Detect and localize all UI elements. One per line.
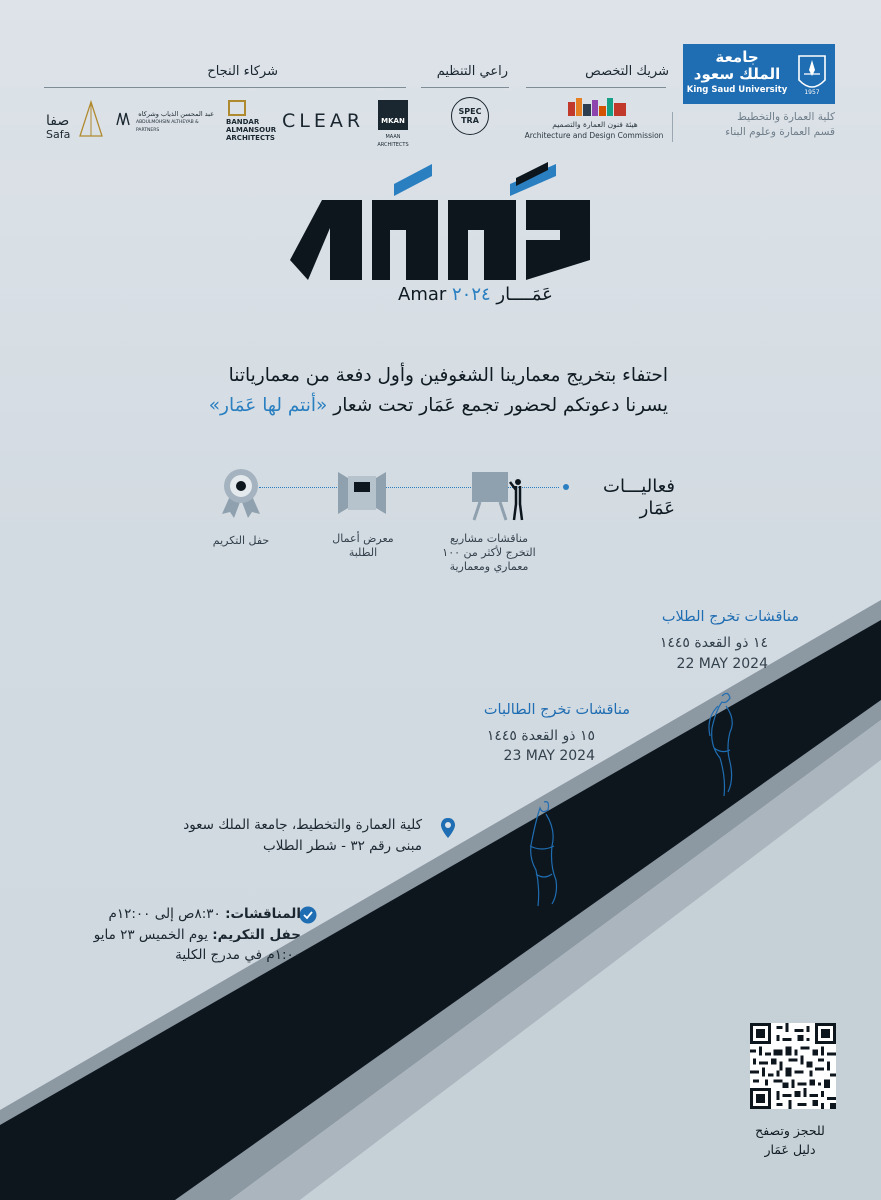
female-students-date-hijri: ١٥ ذو القعدة ١٤٤٥: [486, 728, 595, 744]
bandar-line2: ALMANSOUR: [226, 126, 277, 134]
logo-caption-year: ٢٠٢٤: [452, 284, 491, 305]
ksu-name-ar-line1: جامعة: [715, 48, 759, 66]
activity-discussions-line1: مناقشات مشاريع: [449, 532, 529, 545]
organizer-label: راعي التنظيم: [436, 64, 508, 79]
logo-caption-ar: عَمَــــار: [496, 284, 553, 305]
safa-name-en: Safa: [46, 128, 71, 141]
ksu-emblem-icon: [795, 50, 829, 98]
location-line-2: مبنى رقم ٣٢ - شطر الطلاب: [263, 838, 422, 854]
bandar-logo-icon: [228, 100, 246, 116]
spectra-line2: TRA: [461, 116, 479, 125]
activity-discussions-label: [434, 532, 544, 574]
discussions-time: ٨:٣٠ص إلى ١٢:٠٠م: [108, 906, 226, 922]
spectra-logo: [451, 97, 489, 135]
activities-title-line1: فعاليـــات: [603, 476, 675, 497]
activity-exhibition-line2: الطلبة: [348, 546, 378, 559]
award-medal-icon: [218, 462, 264, 520]
students-date-hijri: ١٤ ذو القعدة ١٤٤٥: [659, 635, 768, 651]
spectra-line1: SPEC: [458, 107, 482, 116]
safa-name-ar: صفا: [46, 113, 70, 129]
location-pin-icon: [440, 817, 456, 839]
activities-title-line2: عَمَار: [639, 498, 675, 519]
discussions-label: المناقشات:: [225, 906, 301, 922]
female-students-date-gregorian: 23 MAY 2024: [503, 748, 595, 764]
althayab-name-ar: عبد المحسن الذياب وشركاه: [138, 110, 214, 118]
intro-line-2: [209, 395, 668, 416]
ceremony-label: حفل التكريم:: [212, 927, 301, 943]
female-figure-illustration: [522, 796, 564, 908]
qr-code[interactable]: [750, 1023, 836, 1109]
students-discussions-title: مناقشات تخرج الطلاب: [661, 609, 799, 625]
students-date-gregorian: 22 MAY 2024: [676, 656, 768, 672]
organizer-rule: [421, 87, 509, 88]
qr-caption-line1: للحجز وتصفح: [755, 1123, 825, 1138]
logo-caption: [398, 284, 598, 305]
mkan-text: MKAN: [381, 117, 405, 125]
ceremony-place: ١:٠٠م في مدرج الكلية: [175, 947, 301, 963]
specialty-partner-label: شريك التخصص: [585, 64, 669, 79]
exhibition-icon: [336, 468, 388, 518]
activities-title: [560, 476, 675, 520]
adc-name-en: Architecture and Design Commission: [524, 131, 664, 140]
bandar-line3: ARCHITECTS: [226, 134, 275, 142]
intro-line-2-text: يسرنا دعوتكم لحضور تجمع عَمَار تحت شعار: [327, 395, 668, 416]
ceremony-day: يوم الخميس ٢٣ مايو: [93, 927, 213, 943]
ksu-year: 1957: [804, 89, 820, 96]
mkan-logo: [378, 100, 408, 130]
althayab-name-en: ABDULMOHSIN ALTHEYAB & PARTNERS: [136, 120, 199, 133]
success-partners-label: شركاء النجاح: [207, 64, 278, 79]
female-students-discussions-title: مناقشات تخرج الطالبات: [483, 702, 630, 718]
clear-logo: CLEAR: [282, 110, 365, 132]
safa-logo-icon: [78, 100, 104, 140]
activity-exhibition-line1: معرض أعمال: [332, 532, 394, 545]
male-figure-illustration: [700, 688, 742, 798]
activity-exhibition-label: [318, 532, 408, 560]
adc-name-ar: هيئة فنون العمارة والتصميم: [552, 120, 638, 129]
header-divider: [672, 112, 673, 142]
ceremony-schedule: [94, 927, 301, 943]
ksu-name-ar: [683, 49, 791, 83]
discussions-schedule: [109, 906, 302, 922]
ksu-name-en: King Saud University: [686, 85, 788, 95]
activity-ceremony-label: [196, 534, 286, 548]
qr-caption-line2: دليل عَمَار: [764, 1142, 816, 1157]
check-circle-icon: [299, 906, 317, 924]
presentation-icon: [470, 470, 526, 522]
althayab-logo-icon: [116, 112, 132, 126]
bandar-logo-text: [226, 118, 276, 142]
location-line-1: كلية العمارة والتخطيط، جامعة الملك سعود: [183, 817, 422, 833]
activity-ceremony-line1: حفل التكريم: [212, 534, 270, 547]
intro-slogan: «أنتم لها عَمَار»: [208, 395, 328, 416]
partners-rule: [44, 87, 406, 88]
specialty-rule: [526, 87, 666, 88]
logo-caption-en: Amar: [398, 284, 447, 305]
intro-line-1: احتفاء بتخريج معمارينا الشغوفين وأول دفعة من معمارياتنا: [228, 365, 668, 386]
qr-caption: [740, 1121, 840, 1159]
mkan-sub: MAAN ARCHITECTS: [377, 134, 409, 148]
department-name: قسم العمارة وعلوم البناء: [725, 126, 835, 138]
activity-discussions-line2: التخرج لأكثر من ١٠٠: [442, 546, 536, 559]
amar-logo: [290, 160, 592, 282]
activity-discussions-line3: معماري ومعمارية: [449, 560, 529, 573]
college-name: كلية العمارة والتخطيط: [737, 111, 835, 123]
ksu-name-ar-line2: الملك سعود: [693, 65, 781, 83]
bandar-line1: BANDAR: [226, 118, 260, 126]
